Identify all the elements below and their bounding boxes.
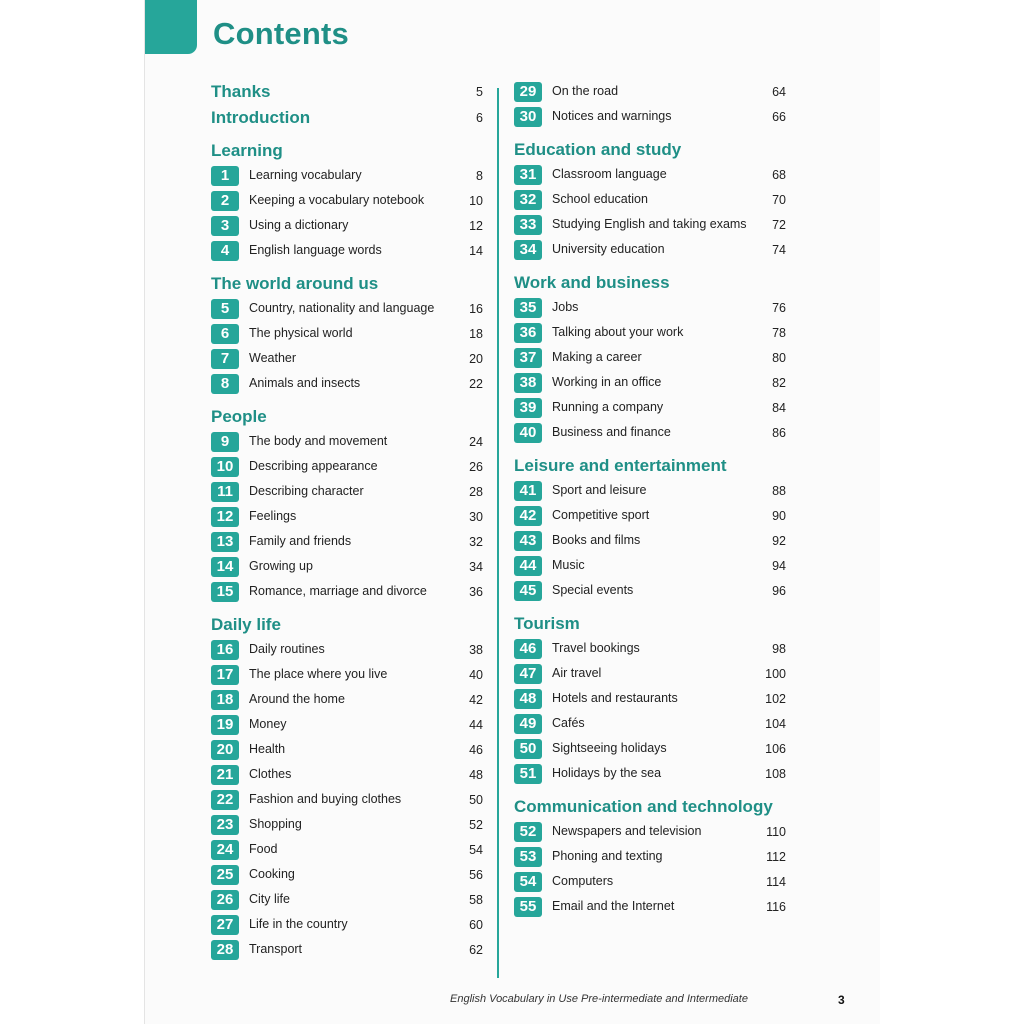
unit-number-badge: 28 xyxy=(211,940,239,960)
page-number: 32 xyxy=(469,535,483,549)
contents-entry[interactable] xyxy=(514,504,786,529)
contents-entry[interactable] xyxy=(211,738,483,763)
contents-entry[interactable] xyxy=(514,396,786,421)
contents-section xyxy=(211,273,483,397)
column-divider xyxy=(497,88,499,978)
page-number: 46 xyxy=(469,743,483,757)
contents-entry[interactable] xyxy=(514,687,786,712)
page-number: 40 xyxy=(469,668,483,682)
contents-entry[interactable] xyxy=(211,322,483,347)
contents-entry[interactable] xyxy=(514,579,786,604)
contents-entry[interactable] xyxy=(211,530,483,555)
unit-number-badge: 22 xyxy=(211,790,239,810)
page-number: 50 xyxy=(469,793,483,807)
unit-number-badge: 25 xyxy=(211,865,239,885)
page-number: 18 xyxy=(469,327,483,341)
unit-title: Newspapers and television xyxy=(552,824,702,838)
page-number: 86 xyxy=(772,426,786,440)
page-number: 108 xyxy=(765,767,786,781)
page-number: 8 xyxy=(476,169,483,183)
unit-number-badge: 44 xyxy=(514,556,542,576)
page-number: 78 xyxy=(772,326,786,340)
page-number: 90 xyxy=(772,509,786,523)
section-heading: Learning xyxy=(211,141,283,160)
section-heading: Work and business xyxy=(514,273,670,292)
contents-entry[interactable] xyxy=(514,371,786,396)
contents-entry[interactable] xyxy=(211,580,483,605)
contents-entry[interactable] xyxy=(211,80,483,105)
contents-entry[interactable] xyxy=(514,188,786,213)
page-number: 42 xyxy=(469,693,483,707)
unit-title: Fashion and buying clothes xyxy=(249,792,402,806)
page-number: 102 xyxy=(765,692,786,706)
page-number: 68 xyxy=(772,168,786,182)
contents-entry[interactable] xyxy=(211,763,483,788)
unit-title: Feelings xyxy=(249,509,297,523)
contents-entry[interactable] xyxy=(211,913,483,938)
unit-title: On the road xyxy=(552,84,619,98)
unit-number-badge: 40 xyxy=(514,423,542,443)
unit-number-badge: 9 xyxy=(211,432,239,452)
unit-number-badge: 3 xyxy=(211,216,239,236)
page-number: 38 xyxy=(469,643,483,657)
unit-number-badge: 13 xyxy=(211,532,239,552)
unit-title: Holidays by the sea xyxy=(552,766,662,780)
unit-number-badge: 42 xyxy=(514,506,542,526)
page-number: 22 xyxy=(469,377,483,391)
page-number: 76 xyxy=(772,301,786,315)
page-number: 12 xyxy=(469,219,483,233)
contents-entry[interactable] xyxy=(514,421,786,446)
section-heading: Daily life xyxy=(211,615,281,634)
contents-section xyxy=(514,272,786,446)
contents-section xyxy=(211,406,483,605)
unit-number-badge: 45 xyxy=(514,581,542,601)
unit-title: Classroom language xyxy=(552,167,667,181)
page-number: 82 xyxy=(772,376,786,390)
unit-title: Sport and leisure xyxy=(552,483,647,497)
unit-title: Jobs xyxy=(552,300,579,314)
unit-number-badge: 46 xyxy=(514,639,542,659)
page-tab xyxy=(145,0,197,54)
page-number: 10 xyxy=(469,194,483,208)
contents-entry[interactable] xyxy=(514,895,786,920)
unit-number-badge: 27 xyxy=(211,915,239,935)
unit-title: Weather xyxy=(249,351,297,365)
unit-title: Transport xyxy=(249,942,303,956)
contents-entry[interactable] xyxy=(211,347,483,372)
page-number: 44 xyxy=(469,718,483,732)
page-number: 106 xyxy=(765,742,786,756)
unit-title: City life xyxy=(249,892,290,906)
contents-entry[interactable] xyxy=(211,239,483,264)
contents-entry[interactable] xyxy=(211,788,483,813)
unit-title: Email and the Internet xyxy=(552,899,675,913)
unit-title: Travel bookings xyxy=(552,641,640,655)
page-number: 64 xyxy=(772,85,786,99)
unit-number-badge: 32 xyxy=(514,190,542,210)
unit-title: Sightseeing holidays xyxy=(552,741,667,755)
unit-title: Working in an office xyxy=(552,375,662,389)
contents-entry[interactable] xyxy=(211,713,483,738)
page-number: 80 xyxy=(772,351,786,365)
page-number: 30 xyxy=(469,510,483,524)
unit-title: The body and movement xyxy=(249,434,388,448)
page-number: 94 xyxy=(772,559,786,573)
contents-entry[interactable] xyxy=(514,80,786,105)
unit-number-badge: 37 xyxy=(514,348,542,368)
unit-title: Talking about your work xyxy=(552,325,684,339)
contents-entry[interactable] xyxy=(514,737,786,762)
unit-title: Around the home xyxy=(249,692,345,706)
page-number: 48 xyxy=(469,768,483,782)
page-number: 16 xyxy=(469,302,483,316)
unit-title: Animals and insects xyxy=(249,376,361,390)
unit-title: Family and friends xyxy=(249,534,352,548)
contents-entry[interactable] xyxy=(211,838,483,863)
unit-title: Cooking xyxy=(249,867,295,881)
unit-number-badge: 31 xyxy=(514,165,542,185)
unit-number-badge: 7 xyxy=(211,349,239,369)
section-heading: Communication and technology xyxy=(514,797,773,816)
page-number: 24 xyxy=(469,435,483,449)
page-number: 20 xyxy=(469,352,483,366)
page-number: 104 xyxy=(765,717,786,731)
contents-entry[interactable] xyxy=(514,105,786,130)
contents-entry[interactable] xyxy=(211,505,483,530)
unit-title: Clothes xyxy=(249,767,292,781)
unit-number-badge: 20 xyxy=(211,740,239,760)
page-number: 96 xyxy=(772,584,786,598)
entry-title: Thanks xyxy=(211,82,271,101)
unit-title: Cafés xyxy=(552,716,585,730)
page-number: 58 xyxy=(469,893,483,907)
unit-number-badge: 33 xyxy=(514,215,542,235)
contents-entry[interactable] xyxy=(514,321,786,346)
page-number: 88 xyxy=(772,484,786,498)
contents-entry[interactable] xyxy=(514,163,786,188)
unit-number-badge: 15 xyxy=(211,582,239,602)
unit-number-badge: 21 xyxy=(211,765,239,785)
unit-number-badge: 16 xyxy=(211,640,239,660)
unit-number-badge: 36 xyxy=(514,323,542,343)
contents-entry[interactable] xyxy=(514,712,786,737)
unit-title: Country, nationality and language xyxy=(249,301,435,315)
unit-title: Keeping a vocabulary notebook xyxy=(249,193,425,207)
unit-title: Daily routines xyxy=(249,642,325,656)
unit-title: Running a company xyxy=(552,400,664,414)
unit-title: Books and films xyxy=(552,533,641,547)
page-number: 56 xyxy=(469,868,483,882)
page-number: 116 xyxy=(766,900,786,914)
footer-page-number: 3 xyxy=(838,993,845,1007)
section-heading: Tourism xyxy=(514,614,580,633)
page-number: 28 xyxy=(469,485,483,499)
contents-entry[interactable] xyxy=(514,554,786,579)
contents-entry[interactable] xyxy=(211,214,483,239)
unit-number-badge: 4 xyxy=(211,241,239,261)
contents-entry[interactable] xyxy=(514,529,786,554)
unit-number-badge: 48 xyxy=(514,689,542,709)
unit-title: Music xyxy=(552,558,585,572)
contents-section xyxy=(514,139,786,263)
page-number: 84 xyxy=(772,401,786,415)
page-number: 60 xyxy=(469,918,483,932)
unit-number-badge: 6 xyxy=(211,324,239,344)
unit-number-badge: 30 xyxy=(514,107,542,127)
unit-title: Competitive sport xyxy=(552,508,650,522)
unit-title: The place where you live xyxy=(249,667,388,681)
unit-number-badge: 5 xyxy=(211,299,239,319)
contents-entry[interactable] xyxy=(211,663,483,688)
unit-title: Business and finance xyxy=(552,425,671,439)
unit-number-badge: 26 xyxy=(211,890,239,910)
unit-title: Hotels and restaurants xyxy=(552,691,678,705)
page-number: 54 xyxy=(469,843,483,857)
unit-title: Special events xyxy=(552,583,634,597)
contents-entry[interactable] xyxy=(514,213,786,238)
unit-title: Growing up xyxy=(249,559,313,573)
contents-section xyxy=(514,455,786,604)
unit-number-badge: 1 xyxy=(211,166,239,186)
contents-entry[interactable] xyxy=(211,430,483,455)
unit-number-badge: 24 xyxy=(211,840,239,860)
page-number: 100 xyxy=(765,667,786,681)
unit-number-badge: 18 xyxy=(211,690,239,710)
contents-entry[interactable] xyxy=(211,372,483,397)
contents-section xyxy=(211,614,483,963)
page-number: 62 xyxy=(469,943,483,957)
contents-entry[interactable] xyxy=(514,845,786,870)
unit-title: Health xyxy=(249,742,286,756)
unit-number-badge: 34 xyxy=(514,240,542,260)
contents-entry[interactable] xyxy=(211,688,483,713)
contents-entry[interactable] xyxy=(514,296,786,321)
unit-title: Making a career xyxy=(552,350,642,364)
page-title: Contents xyxy=(213,16,349,51)
unit-number-badge: 38 xyxy=(514,373,542,393)
contents-entry[interactable] xyxy=(514,238,786,263)
unit-number-badge: 8 xyxy=(211,374,239,394)
section-heading: Education and study xyxy=(514,140,682,159)
unit-title: Notices and warnings xyxy=(552,109,672,123)
contents-entry[interactable] xyxy=(211,106,483,131)
contents-entry[interactable] xyxy=(211,938,483,963)
unit-number-badge: 12 xyxy=(211,507,239,527)
contents-entry[interactable] xyxy=(211,638,483,663)
section-heading: People xyxy=(211,407,267,426)
unit-title: Life in the country xyxy=(249,917,348,931)
unit-number-badge: 43 xyxy=(514,531,542,551)
unit-title: Learning vocabulary xyxy=(249,168,362,182)
page-number: 114 xyxy=(766,875,786,889)
contents-entry[interactable] xyxy=(514,762,786,787)
page-number: 36 xyxy=(469,585,483,599)
contents-entry[interactable] xyxy=(211,164,483,189)
page-number: 92 xyxy=(772,534,786,548)
unit-title: Food xyxy=(249,842,278,856)
unit-title: Phoning and texting xyxy=(552,849,663,863)
unit-number-badge: 47 xyxy=(514,664,542,684)
unit-title: Describing character xyxy=(249,484,364,498)
section-heading: Leisure and entertainment xyxy=(514,456,727,475)
unit-title: Computers xyxy=(552,874,614,888)
footer-book-title: English Vocabulary in Use Pre-intermediate and Intermediate xyxy=(450,993,748,1005)
unit-number-badge: 49 xyxy=(514,714,542,734)
contents-entry[interactable] xyxy=(211,888,483,913)
contents-entry[interactable] xyxy=(211,189,483,214)
unit-title: Air travel xyxy=(552,666,602,680)
unit-number-badge: 19 xyxy=(211,715,239,735)
unit-number-badge: 23 xyxy=(211,815,239,835)
page-number: 34 xyxy=(469,560,483,574)
unit-title: Shopping xyxy=(249,817,302,831)
unit-number-badge: 39 xyxy=(514,398,542,418)
unit-title: Describing appearance xyxy=(249,459,378,473)
page-number: 5 xyxy=(476,85,483,99)
section-heading: The world around us xyxy=(211,274,379,293)
page-number: 70 xyxy=(772,193,786,207)
unit-number-badge: 11 xyxy=(211,482,239,502)
page-number: 74 xyxy=(772,243,786,257)
entry-title: Introduction xyxy=(211,108,311,127)
page-number: 112 xyxy=(766,850,786,864)
contents-entry[interactable] xyxy=(514,346,786,371)
contents-entry[interactable] xyxy=(514,637,786,662)
page-number: 72 xyxy=(772,218,786,232)
unit-number-badge: 17 xyxy=(211,665,239,685)
unit-title: Money xyxy=(249,717,287,731)
page-number: 6 xyxy=(476,111,483,125)
unit-title: English language words xyxy=(249,243,382,257)
unit-title: School education xyxy=(552,192,648,206)
unit-title: The physical world xyxy=(249,326,353,340)
unit-number-badge: 29 xyxy=(514,82,542,102)
unit-number-badge: 2 xyxy=(211,191,239,211)
page-number: 110 xyxy=(766,825,786,839)
contents-entry[interactable] xyxy=(211,455,483,480)
contents-entry[interactable] xyxy=(514,870,786,895)
page-number: 52 xyxy=(469,818,483,832)
page-number: 66 xyxy=(772,110,786,124)
unit-number-badge: 55 xyxy=(514,897,542,917)
contents-entry[interactable] xyxy=(211,297,483,322)
contents-column-right xyxy=(514,80,786,920)
unit-number-badge: 52 xyxy=(514,822,542,842)
page-number: 14 xyxy=(469,244,483,258)
contents-entry[interactable] xyxy=(211,813,483,838)
contents-section xyxy=(211,140,483,264)
unit-title: Romance, marriage and divorce xyxy=(249,584,427,598)
unit-number-badge: 50 xyxy=(514,739,542,759)
unit-number-badge: 14 xyxy=(211,557,239,577)
unit-number-badge: 35 xyxy=(514,298,542,318)
page-number: 26 xyxy=(469,460,483,474)
contents-entry[interactable] xyxy=(514,820,786,845)
contents-section xyxy=(514,796,786,920)
unit-number-badge: 41 xyxy=(514,481,542,501)
contents-entry[interactable] xyxy=(211,555,483,580)
unit-number-badge: 10 xyxy=(211,457,239,477)
unit-number-badge: 51 xyxy=(514,764,542,784)
page-number: 98 xyxy=(772,642,786,656)
unit-title: Using a dictionary xyxy=(249,218,349,232)
contents-entry[interactable] xyxy=(211,863,483,888)
contents-entry[interactable] xyxy=(514,479,786,504)
contents-entry[interactable] xyxy=(211,480,483,505)
unit-number-badge: 54 xyxy=(514,872,542,892)
unit-number-badge: 53 xyxy=(514,847,542,867)
contents-entry[interactable] xyxy=(514,662,786,687)
unit-title: University education xyxy=(552,242,665,256)
contents-column-left xyxy=(211,80,483,963)
contents-section xyxy=(514,613,786,787)
unit-title: Studying English and taking exams xyxy=(552,217,747,231)
